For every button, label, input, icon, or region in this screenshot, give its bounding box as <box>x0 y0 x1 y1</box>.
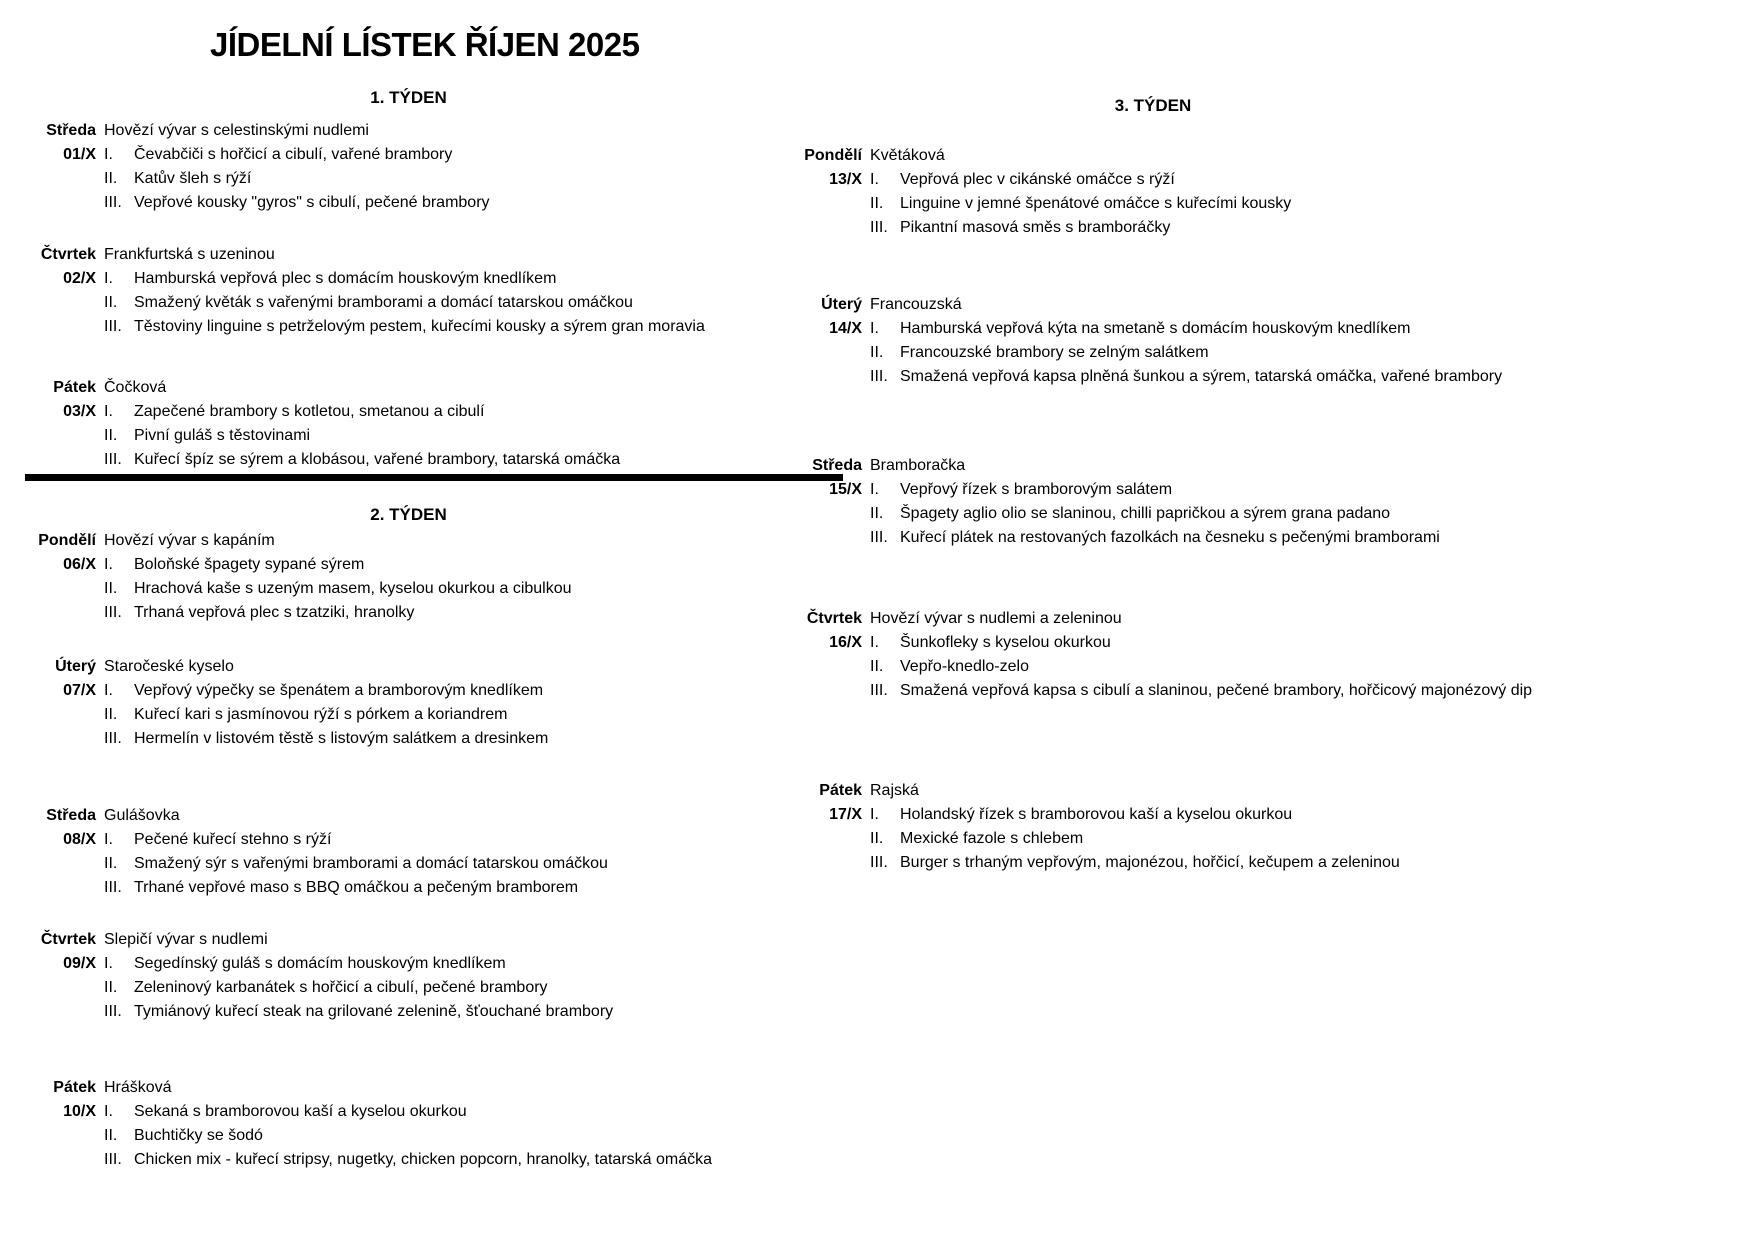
day-block <box>766 144 1540 240</box>
menu-item: Smažený sýr s vařenými bramborami a domácí tatarskou omáčkou <box>134 855 608 872</box>
soup-name: Gulášovka <box>104 807 180 824</box>
soup-name: Hovězí vývar s celestinskými nudlemi <box>104 122 369 139</box>
item-numeral: I. <box>104 270 113 287</box>
day-date-label: 13/X <box>829 171 862 188</box>
menu-item: Zeleninový karbanátek s hořčicí a cibulí, pečené brambory <box>134 979 548 996</box>
soup-name: Staročeské kyselo <box>104 658 234 675</box>
item-numeral: II. <box>104 979 118 996</box>
menu-item: Vepřový výpečky se špenátem a bramborovým knedlíkem <box>134 682 544 699</box>
item-numeral: III. <box>104 730 122 747</box>
menu-item: Pečené kuřecí stehno s rýží <box>134 831 332 848</box>
menu-item: Sekaná s bramborovou kaší a kyselou okurkou <box>134 1103 467 1120</box>
soup-name: Francouzská <box>870 296 962 313</box>
menu-item: Trhané vepřové maso s BBQ omáčkou a pečeným bramborem <box>134 879 579 896</box>
day-date-label: 02/X <box>63 270 96 287</box>
item-numeral: I. <box>104 682 113 699</box>
day-name-label: Čtvrtek <box>806 610 862 627</box>
day-block <box>0 119 772 215</box>
item-numeral: III. <box>104 194 122 211</box>
item-numeral: II. <box>104 580 118 597</box>
day-name-label: Středa <box>46 122 96 139</box>
menu-item: Pikantní masová směs s bramboráčky <box>900 219 1171 236</box>
day-date-label: 16/X <box>829 634 862 651</box>
day-name-label: Pondělí <box>804 147 862 164</box>
item-numeral: II. <box>104 294 118 311</box>
item-numeral: I. <box>870 320 879 337</box>
soup-name: Hrášková <box>104 1079 172 1096</box>
menu-item: Hamburská vepřová kýta na smetaně s domácím houskovým knedlíkem <box>900 320 1411 337</box>
menu-item: Hamburská vepřová plec s domácím houskovým knedlíkem <box>134 270 557 287</box>
menu-item: Smažená vepřová kapsa s cibulí a slaninou, pečené brambory, hořčicový majonézový dip <box>900 682 1533 699</box>
soup-name: Bramboračka <box>870 457 966 474</box>
menu-item: Vepřové kousky "gyros" s cibulí, pečené brambory <box>134 194 490 211</box>
soup-name: Rajská <box>870 782 919 799</box>
day-name-label: Čtvrtek <box>40 246 96 263</box>
week-heading-3: 3. TÝDEN <box>1114 96 1192 115</box>
item-numeral: I. <box>104 403 113 420</box>
page-title: JÍDELNÍ LÍSTEK ŘÍJEN 2025 <box>210 26 640 63</box>
day-name-label: Pátek <box>53 379 96 396</box>
menu-item: Vepřo-knedlo-zelo <box>900 658 1029 675</box>
day-date-label: 08/X <box>63 831 96 848</box>
item-numeral: III. <box>104 1151 122 1168</box>
day-date-label: 09/X <box>63 955 96 972</box>
menu-item: Zapečené brambory s kotletou, smetanou a cibulí <box>134 403 485 420</box>
day-name-label: Pondělí <box>38 532 96 549</box>
day-block <box>0 376 772 472</box>
day-name-label: Středa <box>46 807 96 824</box>
item-numeral: II. <box>870 195 884 212</box>
day-date-label: 06/X <box>63 556 96 573</box>
soup-name: Čočková <box>104 379 167 396</box>
menu-item: Francouzské brambory se zelným salátkem <box>900 344 1209 361</box>
day-block <box>766 779 1540 875</box>
day-block <box>766 454 1540 550</box>
menu-item: Kuřecí špíz se sýrem a klobásou, vařené brambory, tatarská omáčka <box>134 451 621 468</box>
item-numeral: I. <box>104 831 113 848</box>
day-block <box>0 529 772 625</box>
day-name-label: Čtvrtek <box>40 931 96 948</box>
day-date-label: 03/X <box>63 403 96 420</box>
menu-item: Kuřecí kari s jasmínovou rýží s pórkem a koriandrem <box>134 706 508 723</box>
item-numeral: I. <box>870 481 879 498</box>
week-heading-2: 2. TÝDEN <box>370 505 447 524</box>
item-numeral: I. <box>104 146 113 163</box>
menu-item: Katův šleh s rýží <box>134 170 252 187</box>
item-numeral: II. <box>870 658 884 675</box>
item-numeral: II. <box>870 505 884 522</box>
menu-item: Pivní guláš s těstovinami <box>134 427 311 444</box>
item-numeral: III. <box>104 451 122 468</box>
day-name-label: Úterý <box>55 658 96 675</box>
menu-item: Tymiánový kuřecí steak na grilované zelenině, šťouchané brambory <box>134 1003 614 1020</box>
menu-item: Smažený květák s vařenými bramborami a domácí tatarskou omáčkou <box>134 294 633 311</box>
item-numeral: II. <box>870 344 884 361</box>
item-numeral: II. <box>870 830 884 847</box>
menu-item: Čevabčiči s hořčicí a cibulí, vařené brambory <box>134 146 453 163</box>
day-date-label: 01/X <box>63 146 96 163</box>
item-numeral: II. <box>104 170 118 187</box>
item-numeral: I. <box>104 955 113 972</box>
item-numeral: III. <box>870 368 888 385</box>
soup-name: Frankfurtská s uzeninou <box>104 246 275 263</box>
menu-item: Vepřová plec v cikánské omáčce s rýží <box>900 171 1175 188</box>
menu-item: Holandský řízek s bramborovou kaší a kyselou okurkou <box>900 806 1293 823</box>
item-numeral: III. <box>104 1003 122 1020</box>
item-numeral: III. <box>104 879 122 896</box>
day-block <box>0 1076 772 1172</box>
item-numeral: III. <box>870 682 888 699</box>
item-numeral: I. <box>870 171 879 188</box>
item-numeral: I. <box>870 806 879 823</box>
menu-item: Hrachová kaše s uzeným masem, kyselou okurkou a cibulkou <box>134 580 572 597</box>
item-numeral: III. <box>104 318 122 335</box>
item-numeral: II. <box>104 706 118 723</box>
day-name-label: Středa <box>812 457 862 474</box>
item-numeral: II. <box>104 855 118 872</box>
menu-item: Vepřový řízek s bramborovým salátem <box>900 481 1173 498</box>
day-date-label: 07/X <box>63 682 96 699</box>
menu-item: Boloňské špagety sypané sýrem <box>134 556 365 573</box>
menu-item: Trhaná vepřová plec s tzatziki, hranolky <box>134 604 415 621</box>
day-block <box>0 804 772 900</box>
menu-item: Hermelín v listovém těstě s listovým salátkem a dresinkem <box>134 730 549 747</box>
day-date-label: 14/X <box>829 320 862 337</box>
item-numeral: III. <box>870 219 888 236</box>
day-block <box>0 655 772 751</box>
item-numeral: I. <box>870 634 879 651</box>
menu-item: Šunkofleky s kyselou okurkou <box>900 634 1111 651</box>
item-numeral: III. <box>870 854 888 871</box>
menu-item: Linguine v jemné špenátové omáčce s kuřecími kousky <box>900 195 1292 212</box>
menu-item: Špagety aglio olio se slaninou, chilli papričkou a sýrem grana padano <box>900 505 1391 522</box>
day-block <box>0 928 772 1024</box>
column-left <box>0 0 772 1240</box>
menu-item: Buchtičky se šodó <box>134 1127 263 1144</box>
day-block <box>0 243 772 339</box>
day-block <box>766 293 1540 389</box>
menu-item: Chicken mix - kuřecí stripsy, nugetky, chicken popcorn, hranolky, tatarská omáčka <box>134 1151 713 1168</box>
day-name-label: Pátek <box>819 782 862 799</box>
soup-name: Květáková <box>870 147 945 164</box>
item-numeral: II. <box>104 1127 118 1144</box>
menu-item: Mexické fazole s chlebem <box>900 830 1084 847</box>
day-date-label: 17/X <box>829 806 862 823</box>
menu-item: Smažená vepřová kapsa plněná šunkou a sýrem, tatarská omáčka, vařené brambory <box>900 368 1503 385</box>
soup-name: Hovězí vývar s nudlemi a zeleninou <box>870 610 1122 627</box>
menu-item: Kuřecí plátek na restovaných fazolkách na česneku s pečenými bramborami <box>900 529 1440 546</box>
day-date-label: 15/X <box>829 481 862 498</box>
day-date-label: 10/X <box>63 1103 96 1120</box>
soup-name: Hovězí vývar s kapáním <box>104 532 275 549</box>
item-numeral: II. <box>104 427 118 444</box>
menu-item: Těstoviny linguine s petrželovým pestem, kuřecími kousky a sýrem gran moravia <box>134 318 705 335</box>
day-name-label: Úterý <box>821 296 862 313</box>
week-heading-1: 1. TÝDEN <box>370 88 447 107</box>
item-numeral: I. <box>104 1103 113 1120</box>
day-block <box>766 607 1540 703</box>
item-numeral: III. <box>104 604 122 621</box>
menu-item: Burger s trhaným vepřovým, majonézou, hořčicí, kečupem a zeleninou <box>900 854 1400 871</box>
menu-item: Segedínský guláš s domácím houskovým knedlíkem <box>134 955 506 972</box>
week-divider <box>25 474 843 481</box>
item-numeral: I. <box>104 556 113 573</box>
item-numeral: III. <box>870 529 888 546</box>
column-right <box>766 0 1540 1240</box>
day-name-label: Pátek <box>53 1079 96 1096</box>
soup-name: Slepičí vývar s nudlemi <box>104 931 268 948</box>
